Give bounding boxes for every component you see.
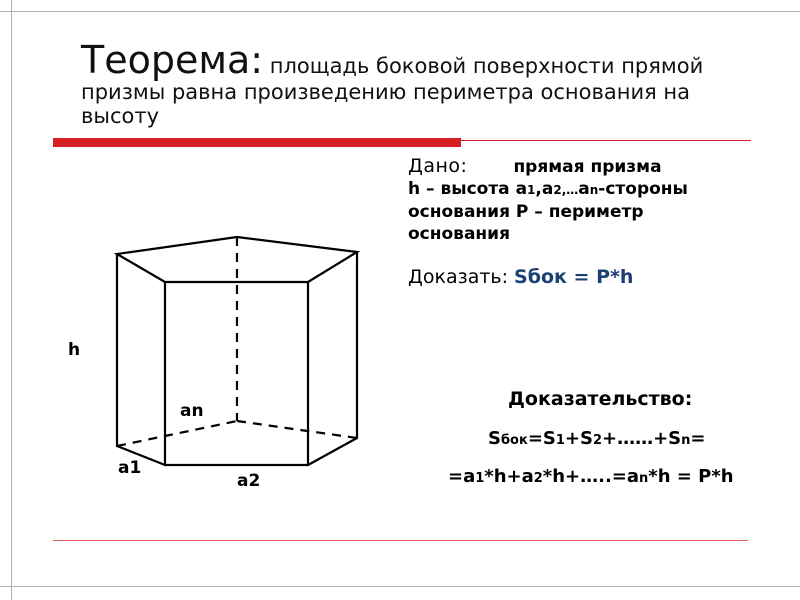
prism-hidden-bottom-edge-right	[237, 421, 357, 438]
prove-formula: Sбок = P*h	[514, 266, 634, 288]
given-label: Дано:	[408, 155, 468, 177]
theorem-word: Теорема:	[81, 38, 264, 82]
proof-line-1: Sбок=S1+S2+……+Sn=	[488, 428, 706, 449]
theorem-statement: площадь боковой поверхности прямой призмы равна произведению периметра основания на высоту	[81, 54, 704, 128]
proof-line-2: =a1*h+a2*h+…..=an*h = P*h	[448, 466, 734, 487]
prism-bottom-edge-right	[308, 438, 357, 465]
given-line-3: основания P – периметр	[408, 202, 644, 222]
proof-heading: Доказательство:	[508, 388, 693, 410]
given-prism-type: прямая призма	[513, 157, 662, 177]
edge-label-an: an	[180, 401, 204, 421]
given-line-4: основания	[408, 224, 510, 244]
prove-label: Доказать:	[408, 266, 509, 288]
edge-label-a1: a1	[118, 458, 142, 478]
given-line-2: h – высота a1,a2,…an-стороны	[408, 179, 688, 199]
prism-hidden-bottom-edge-left	[117, 421, 237, 446]
slide-frame-bottom	[0, 586, 800, 587]
height-label: h	[68, 340, 81, 360]
footer-divider	[53, 540, 748, 541]
edge-label-a2: a2	[237, 471, 261, 491]
